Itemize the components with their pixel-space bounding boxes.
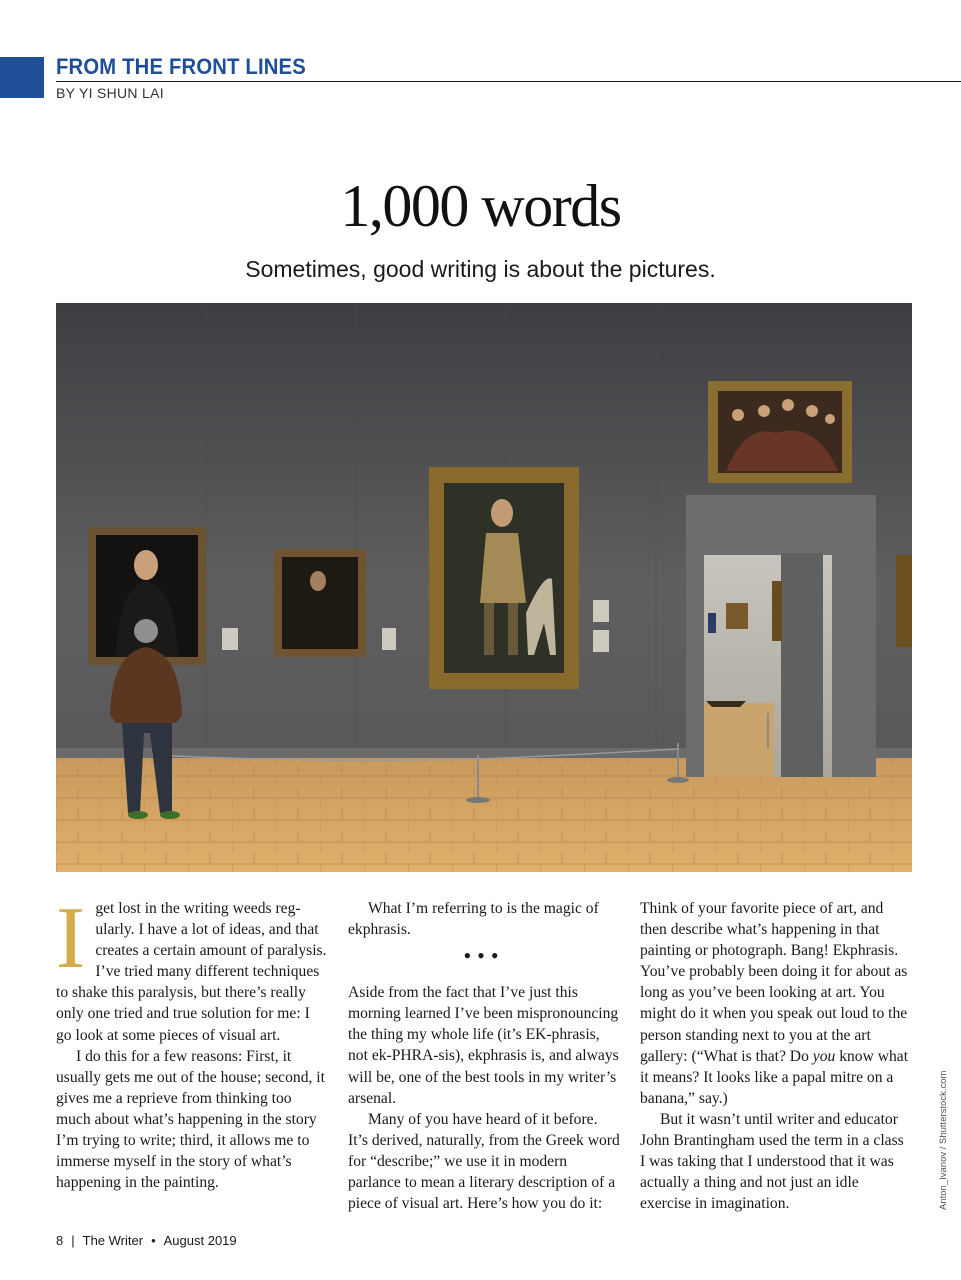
section-title: FROM THE FRONT LINES: [56, 54, 306, 79]
article-paragraph-text: know what it means? It looks like a papal mitre on a banana,” say.): [640, 1047, 909, 1107]
article-paragraph-text: get lost in the writing weeds regularly. I have a lot of ideas, and that creates a certain amount of paralysis. I’ve tried many different techniques to shake this paralysis, but there’s really only one tried and true solution for me: I go look at some pieces of visual art.: [56, 900, 327, 1044]
page-number: 8: [56, 1233, 64, 1248]
photo-credit: Anton_Ivanov / Shutterstock.com: [938, 1070, 949, 1210]
drop-cap: I: [56, 890, 86, 987]
article-paragraph: What I’m referring to is the magic of ekphrasis.: [348, 900, 599, 939]
issue-date: August 2019: [163, 1233, 237, 1248]
museum-gallery-photo: [56, 303, 912, 872]
article-paragraph: But it wasn’t until writer and educator John Brantingham used the term in a class I was taking that I understood that it was actually a thing and not just an idle exercise in imagination.: [640, 1110, 904, 1213]
article-paragraph: [56, 890, 328, 1046]
emphasis-text: you: [812, 1047, 836, 1065]
article-paragraph-text: Many of you have heard of it before. It’s derived, naturally, from the Greek word for “describe;” we use it in modern parlance to mean a literary description of a piece of visual art. Here’s how you do it: Think of your favorite piece of art, and then describe what’s happening in that painting or photograph. Bang! Ekphrasis. You’ve probably been doing it for about as long as you’ve been looking at art. You might do it when you speak out loud to the person standing next to you at the art gallery: (“What is that? Do: [348, 900, 908, 1213]
headline: 1,000 words: [340, 173, 621, 239]
footer-bullet: •: [151, 1233, 156, 1248]
article-paragraph: I do this for a few reasons: First, it usually gets me out of the house; second, it gives me a reprieve from thinking too much about what’s happening in the story I’m trying to write; third, it allows me to immerse myself in the story of what’s happening in the painting.: [56, 1047, 325, 1192]
footer-separator: |: [71, 1233, 75, 1248]
magazine-name: The Writer: [82, 1233, 144, 1248]
page-footer: [56, 1233, 237, 1248]
article-paragraph: Aside from the fact that I’ve just this morning learned I’ve been mispronouncing the thing my whole life (it’s EK-phrasis, not ek-PHRA-sis), ekphrasis is, and always will be, one of the best tools in my writer’s arsenal.: [348, 984, 619, 1107]
byline: BY YI SHUN LAI: [56, 85, 164, 101]
deck: Sometimes, good writing is about the pictures.: [245, 256, 716, 282]
section-rule: [56, 81, 961, 82]
section-color-bar: [0, 57, 44, 98]
article-body: [56, 890, 912, 1220]
section-separator: •••: [463, 943, 505, 969]
